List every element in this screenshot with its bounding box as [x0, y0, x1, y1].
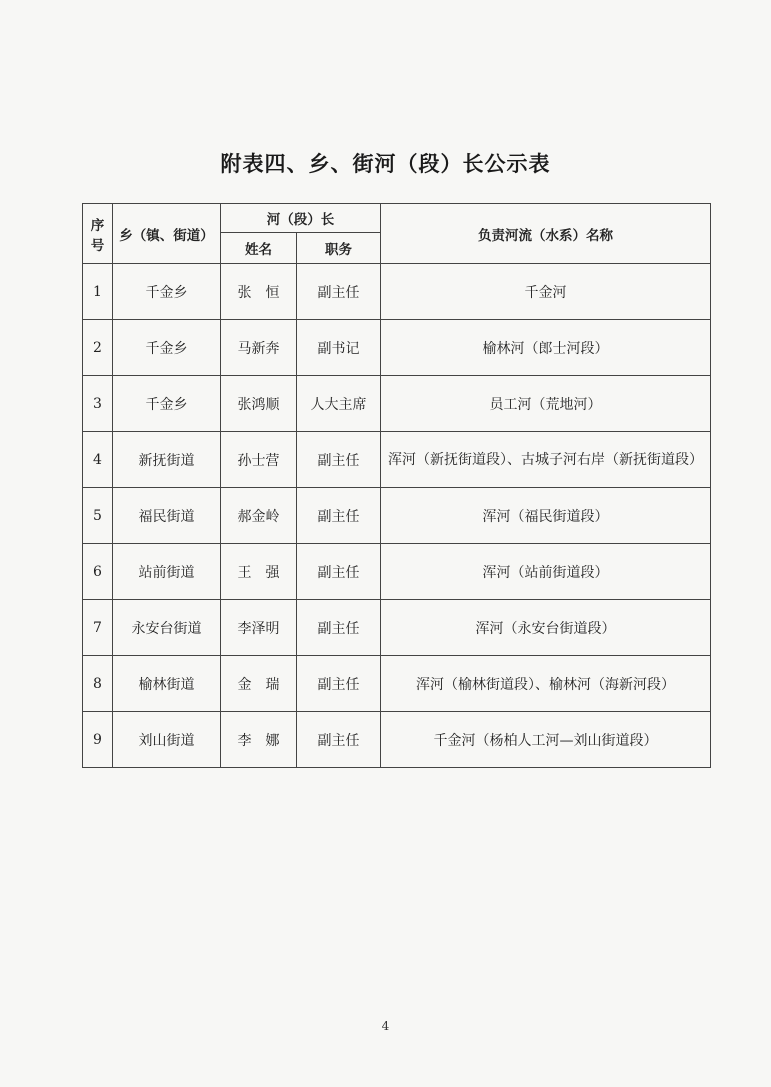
cell-position: 副主任	[297, 656, 381, 712]
cell-township: 千金乡	[113, 376, 221, 432]
header-chief-group: 河（段）长	[221, 204, 381, 233]
cell-township: 永安台街道	[113, 600, 221, 656]
river-chief-table	[82, 203, 711, 768]
header-seq: 序号	[83, 204, 113, 264]
table-row	[83, 376, 711, 432]
cell-position: 副主任	[297, 544, 381, 600]
cell-seq: 8	[83, 656, 113, 712]
cell-river: 员工河（荒地河）	[381, 376, 711, 432]
cell-position: 副主任	[297, 600, 381, 656]
cell-river: 浑河（榆林街道段）、榆林河（海新河段）	[381, 656, 711, 712]
cell-name: 郝金岭	[221, 488, 297, 544]
table-row	[83, 264, 711, 320]
table-row	[83, 712, 711, 768]
cell-seq: 7	[83, 600, 113, 656]
cell-name: 王 强	[221, 544, 297, 600]
cell-river: 浑河（站前街道段）	[381, 544, 711, 600]
cell-name: 李泽明	[221, 600, 297, 656]
cell-river: 千金河（杨柏人工河—刘山街道段）	[381, 712, 711, 768]
table-row	[83, 544, 711, 600]
table-header-row	[83, 204, 711, 233]
cell-river: 榆林河（郎士河段）	[381, 320, 711, 376]
table-row	[83, 656, 711, 712]
cell-name: 孙士营	[221, 432, 297, 488]
header-river: 负责河流（水系）名称	[381, 204, 711, 264]
cell-name: 张 恒	[221, 264, 297, 320]
cell-river: 浑河（福民街道段）	[381, 488, 711, 544]
cell-river: 浑河（永安台街道段）	[381, 600, 711, 656]
cell-river: 浑河（新抚街道段）、古城子河右岸（新抚街道段）	[381, 432, 711, 488]
page-title: 附表四、乡、街河（段）长公示表	[220, 151, 551, 176]
cell-seq: 5	[83, 488, 113, 544]
cell-township: 福民街道	[113, 488, 221, 544]
header-township: 乡（镇、街道）	[113, 204, 221, 264]
cell-position: 副主任	[297, 264, 381, 320]
cell-township: 新抚街道	[113, 432, 221, 488]
cell-name: 金 瑞	[221, 656, 297, 712]
table-row	[83, 320, 711, 376]
cell-seq: 3	[83, 376, 113, 432]
cell-seq: 2	[83, 320, 113, 376]
page-number: 4	[381, 1019, 390, 1033]
cell-township: 刘山街道	[113, 712, 221, 768]
cell-township: 榆林街道	[113, 656, 221, 712]
cell-name: 李 娜	[221, 712, 297, 768]
cell-township: 千金乡	[113, 320, 221, 376]
cell-township: 千金乡	[113, 264, 221, 320]
cell-position: 副书记	[297, 320, 381, 376]
cell-position: 副主任	[297, 432, 381, 488]
table-row	[83, 488, 711, 544]
cell-position: 人大主席	[297, 376, 381, 432]
cell-river: 千金河	[381, 264, 711, 320]
cell-name: 张鸿顺	[221, 376, 297, 432]
cell-position: 副主任	[297, 488, 381, 544]
cell-seq: 9	[83, 712, 113, 768]
header-name: 姓名	[221, 233, 297, 264]
cell-seq: 1	[83, 264, 113, 320]
cell-seq: 6	[83, 544, 113, 600]
cell-township: 站前街道	[113, 544, 221, 600]
cell-seq: 4	[83, 432, 113, 488]
cell-name: 马新奔	[221, 320, 297, 376]
header-position: 职务	[297, 233, 381, 264]
table-row	[83, 600, 711, 656]
cell-position: 副主任	[297, 712, 381, 768]
table-row	[83, 432, 711, 488]
